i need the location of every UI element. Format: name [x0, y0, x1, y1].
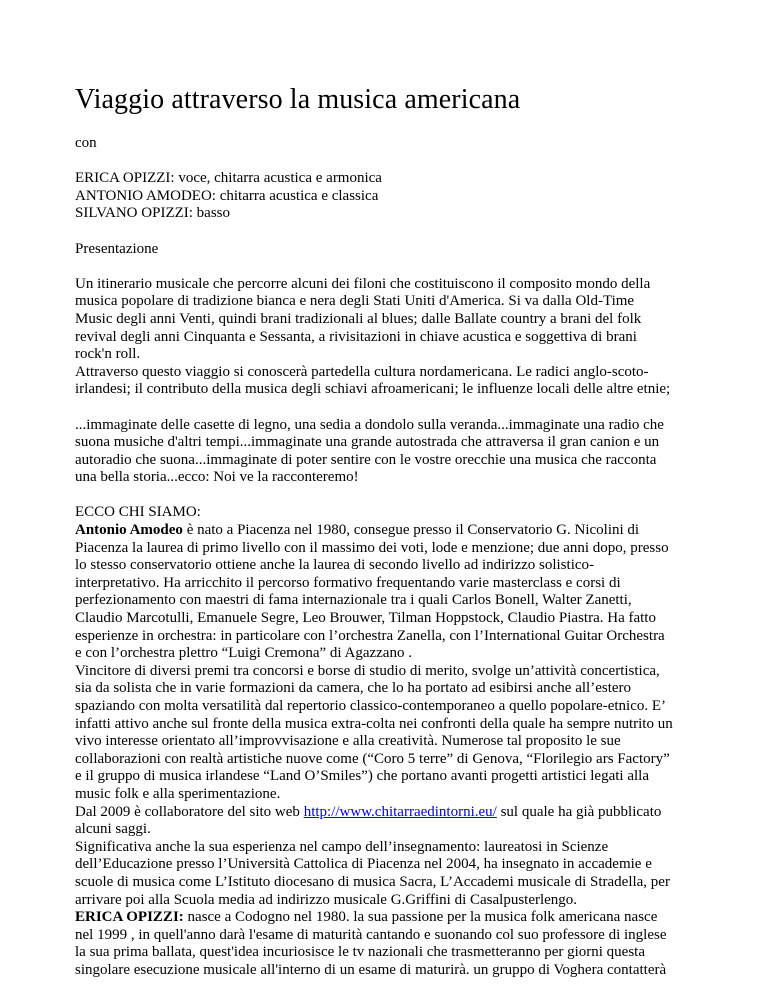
- bio-line: nel 1999 , in quell'anno darà l'esame di maturità cantando e suonando col suo professore di inglese: [75, 926, 667, 943]
- antonio-bio: [75, 522, 695, 909]
- immaginate-paragraph: [75, 417, 695, 487]
- performers-list: [75, 170, 695, 223]
- bio-line: Vincitore di diversi premi tra concorsi e borse di studio di merito, svolge un’attività concertistica,: [75, 662, 660, 679]
- bio-line: Significativa anche la sua esperienza nel campo dell’insegnamento: laureatosi in Scienze: [75, 838, 609, 855]
- bio-line: spaziando con molta versatilità dal repertorio classico-contemporaneo a quello popolare-etnico. E’: [75, 698, 667, 714]
- bio-text: è nato a Piacenza nel 1980, consegue presso il Conservatorio G. Nicolini di: [182, 522, 640, 539]
- antonio-name: Antonio Amodeo: [75, 522, 183, 539]
- bio-line: sia da solista che in varie formazioni da camera, che lo ha portato ad esibirsi anche all’estero: [75, 680, 632, 697]
- bio-line: collaborazioni con realtà artistiche nuove come (“Coro 5 terre” di Genova, “Florilegio ars Factory”: [75, 750, 670, 767]
- bio-line: singolare esecuzione musicale all'interno di un esame di maturirà. un gruppo di Voghera contatterà: [75, 961, 667, 978]
- con-label: con: [75, 135, 97, 151]
- intro-line: Music degli anni Venti, quindi brani tradizionali al blues; dalle Ballate country a brani del folk: [75, 310, 642, 327]
- bio-line: infatti attivo anche sul fronte della musica extra-colta nei confronti della quale ha sempre nutrito un: [75, 715, 673, 732]
- bio-line: la sua prima ballata, quest'idea incuriosisce le tv nazionali che trasmetteranno per giorni questa: [75, 944, 645, 961]
- bio-line: alcuni saggi.: [75, 821, 151, 838]
- bio-line: lo stesso conservatorio ottiene anche la laurea di secondo livello ad indirizzo solistico-: [75, 557, 595, 574]
- immaginate-line: ...immaginate delle casette di legno, una sedia a dondolo sulla veranda...immaginate una radio che: [75, 416, 664, 433]
- immaginate-line: suona musiche d'altri tempi...immaginate una grande autostrada che attraversa il gran canion e un: [75, 434, 660, 451]
- chitarraedintorni-link[interactable]: http://www.chitarraedintorni.eu/: [303, 803, 497, 820]
- immaginate-line: una bella storia...ecco: Noi ve la racconteremo!: [75, 469, 359, 486]
- bio-line: vivo interesse orientato all’improvvisazione e alla creatività. Numerose tal proposito le sue: [75, 733, 621, 750]
- performer-line: ANTONIO AMODEO: chitarra acustica e classica: [75, 187, 379, 204]
- performer-line: SILVANO OPIZZI: basso: [75, 205, 231, 222]
- bio-text: nasce a Codogno nel 1980. la sua passione per la musica folk americana nasce: [183, 909, 658, 926]
- ecco-heading: ECCO CHI SIAMO:: [75, 504, 201, 521]
- intro-line: revival degli anni Cinquanta e Sessanta, a rivisitazioni in chiave acustica e soggettiva di brani: [75, 328, 637, 345]
- bio-text: sul quale ha già pubblicato: [496, 803, 662, 820]
- bio-line: Piacenza la laurea di primo livello con il massimo dei voti, lode e menzione; due anni dopo, presso: [75, 539, 669, 556]
- page-title: Viaggio attraverso la musica americana: [75, 84, 521, 115]
- bio-line: [75, 909, 695, 927]
- bio-line: perfezionamento con maestri di fama internazionale tra i quali Carlos Bonell, Walter Zanetti,: [75, 592, 632, 609]
- intro-line: Un itinerario musicale che percorre alcuni dei filoni che costituiscono il composito mondo della: [75, 275, 651, 292]
- intro-paragraph: [75, 276, 695, 399]
- erica-bio: [75, 909, 695, 979]
- presentazione-heading: Presentazione: [75, 240, 159, 257]
- immaginate-line: autoradio che suona...immaginate di poter sentire con le vostre orecchie una musica che racconta: [75, 451, 657, 468]
- bio-line: arrivare poi alla Scuola media ad indirizzo musicale G.Griffini di Casalpusterlengo.: [75, 891, 578, 908]
- intro-line: rock'n roll.: [75, 346, 141, 363]
- performer-line: ERICA OPIZZI: voce, chitarra acustica e armonica: [75, 170, 382, 187]
- bio-line: dell’Educazione presso l’Università Cattolica di Piacenza nel 2004, ha insegnato in accademie e: [75, 856, 652, 873]
- bio-line: e il gruppo di musica irlandese “Land O’Smiles”) che portano avanti progetti artistici legati alla: [75, 768, 649, 785]
- document-body: [75, 135, 695, 980]
- bio-line: Claudio Marcotulli, Emanuele Segre, Leo Brouwer, Tilman Hoppstock, Claudio Piastra. Ha fatto: [75, 610, 656, 627]
- bio-line: esperienze in orchestra: in particolare con l’orchestra Zanella, con l’International Guitar Orchestra: [75, 627, 665, 644]
- intro-line: musica popolare di tradizione bianca e nera degli Stati Uniti d'America. Si va dalla Old-Time: [75, 293, 635, 310]
- bio-line: [75, 804, 695, 822]
- bio-line: [75, 522, 695, 540]
- bio-line: scuole di musica come L’Istituto diocesano di musica Sacra, L’Accademi musicale di Stradella, per: [75, 873, 670, 890]
- bio-line: e con l’orchestra plettro “Luigi Cremona” di Agazzano .: [75, 645, 412, 662]
- intro-line: irlandesi; il contributo della musica degli schiavi afroamericani; le influenze locali delle altre etnie;: [75, 381, 671, 398]
- intro-line: Attraverso questo viaggio si conoscerà partedella cultura nordamericana. Le radici anglo-scoto-: [75, 363, 649, 380]
- document-page: [75, 83, 695, 980]
- bio-line: interpretativo. Ha arricchito il percorso formativo frequentando varie masterclass e corsi di: [75, 574, 621, 591]
- erica-name: ERICA OPIZZI:: [75, 909, 184, 926]
- bio-line: music folk e alla sperimentazione.: [75, 785, 281, 802]
- bio-text: Dal 2009 è collaboratore del sito web: [75, 803, 304, 820]
